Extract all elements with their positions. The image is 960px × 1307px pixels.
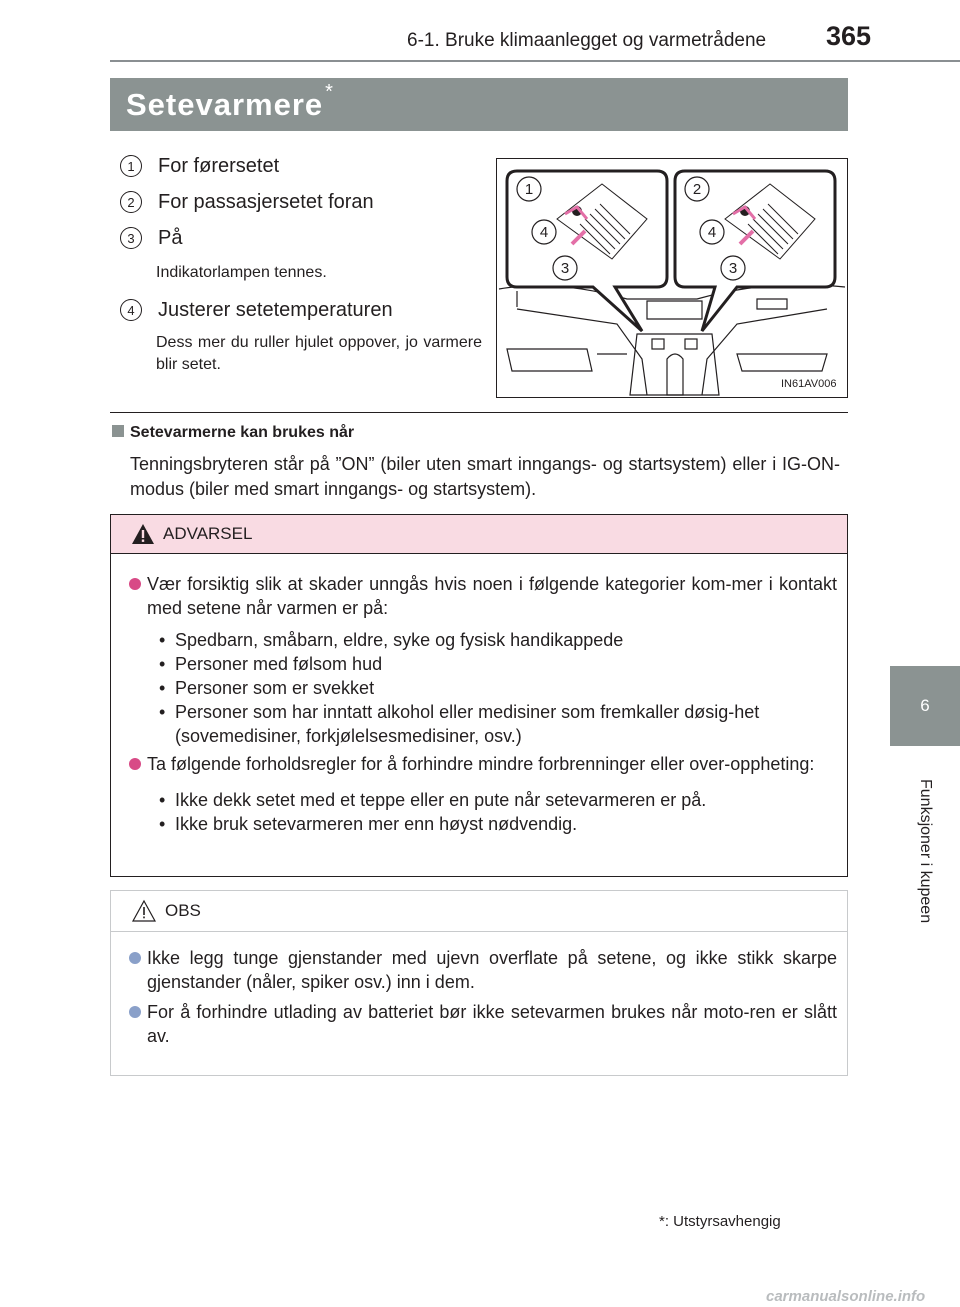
round-bullet-icon bbox=[129, 758, 141, 770]
callout-number-badge: 1 bbox=[120, 155, 142, 177]
svg-text:4: 4 bbox=[539, 224, 549, 241]
legend-label: Justerer setetemperaturen bbox=[158, 298, 393, 321]
warning-item bbox=[129, 752, 837, 776]
svg-text:1: 1 bbox=[524, 181, 534, 198]
section-divider bbox=[110, 412, 848, 413]
legend-label: På bbox=[158, 226, 183, 249]
caution-outline-triangle-icon bbox=[131, 899, 157, 923]
round-bullet-icon bbox=[129, 952, 141, 964]
warning-sublist bbox=[159, 788, 837, 836]
footnote-text: : Utstyrsavhengig bbox=[664, 1213, 781, 1230]
svg-text:2: 2 bbox=[692, 181, 702, 198]
notice-item-text: Ikke legg tunge gjenstander med ujevn overflate på setene, og ikke stikk skarpe gjenstander (nåler, spiker osv.) inn i dem. bbox=[147, 948, 837, 992]
svg-text:3: 3 bbox=[560, 260, 570, 277]
svg-text:4: 4 bbox=[707, 224, 717, 241]
sub-item-text: Ikke bruk setevarmeren mer enn høyst nødvendig. bbox=[175, 814, 578, 834]
sub-item bbox=[159, 652, 837, 676]
sub-item bbox=[159, 788, 837, 812]
legend-item bbox=[120, 184, 490, 220]
warning-triangle-icon bbox=[131, 523, 155, 545]
condition-heading bbox=[112, 424, 354, 442]
dot-bullet-icon: • bbox=[159, 630, 166, 650]
legend-label: For førersetet bbox=[158, 154, 280, 177]
sub-item-text: Spedbarn, småbarn, eldre, syke og fysisk handikappede bbox=[175, 630, 624, 650]
sub-item-text: Personer som har inntatt alkohol eller medisiner som fremkaller døsig-het (sovemedisiner, forkjølelsesmedisiner, osv.) bbox=[175, 702, 760, 746]
warning-item bbox=[129, 572, 837, 620]
sub-item bbox=[159, 700, 837, 748]
condition-heading-text: Setevarmerne kan brukes når bbox=[130, 424, 355, 441]
chapter-tab-number: 6 bbox=[920, 696, 930, 715]
equipment-asterisk-icon: * bbox=[325, 81, 333, 103]
notice-box bbox=[110, 890, 848, 1076]
legend-note: Indikatorlampen tennes. bbox=[156, 264, 327, 281]
chapter-side-label: Funksjoner i kupeen bbox=[917, 778, 934, 924]
legend-item bbox=[120, 220, 490, 256]
warning-item-text: Ta følgende forholdsregler for å forhindre mindre forbrenninger eller over-oppheting: bbox=[147, 754, 815, 774]
sub-item-text: Personer med følsom hud bbox=[175, 654, 383, 674]
round-bullet-icon bbox=[129, 578, 141, 590]
dot-bullet-icon: • bbox=[159, 814, 166, 834]
illustration-code: IN61AV006 bbox=[781, 378, 837, 390]
legend-label: For passasjersetet foran bbox=[158, 190, 374, 213]
svg-text:3: 3 bbox=[728, 260, 738, 277]
dot-bullet-icon: • bbox=[159, 678, 166, 698]
sub-item-text: Ikke dekk setet med et teppe eller en pute når setevarmeren er på. bbox=[175, 790, 707, 810]
callout-number-badge: 3 bbox=[120, 227, 142, 249]
callout-number-badge: 4 bbox=[120, 299, 142, 321]
chapter-tab bbox=[890, 666, 960, 746]
notice-item bbox=[129, 1000, 837, 1048]
warning-title: ADVARSEL bbox=[163, 524, 253, 543]
warning-header bbox=[111, 515, 847, 554]
chapter-side-label-container bbox=[890, 756, 960, 946]
dashboard-drawing bbox=[497, 159, 847, 397]
page-number: 365 bbox=[826, 21, 872, 51]
square-bullet-icon bbox=[112, 425, 124, 437]
warning-body bbox=[111, 554, 847, 836]
notice-item-text: For å forhindre utlading av batteriet bør ikke setevarmen brukes når moto-ren er slått av. bbox=[147, 1002, 837, 1046]
sub-item bbox=[159, 676, 837, 700]
notice-title: OBS bbox=[165, 901, 201, 920]
sub-item bbox=[159, 628, 837, 652]
section-title: Setevarmere bbox=[126, 86, 324, 122]
warning-sublist bbox=[159, 628, 837, 748]
footnote bbox=[659, 1213, 781, 1230]
sub-item bbox=[159, 812, 837, 836]
passenger-switch-bubble bbox=[675, 171, 835, 331]
watermark: carmanualsonline.info bbox=[766, 1288, 926, 1305]
chapter-title: 6-1. Bruke klimaanlegget og varmetrådene bbox=[407, 30, 767, 51]
legend-item bbox=[120, 148, 490, 184]
section-title-bar bbox=[110, 78, 848, 131]
warning-item-text: Vær forsiktig slik at skader unngås hvis noen i følgende kategorier kom-mer i kontakt med setene når varmen er på: bbox=[147, 574, 837, 618]
callout-legend bbox=[120, 148, 490, 376]
notice-header bbox=[111, 891, 847, 932]
dot-bullet-icon: • bbox=[159, 654, 166, 674]
footnote-asterisk-icon: * bbox=[659, 1213, 665, 1230]
notice-item bbox=[129, 946, 837, 994]
dot-bullet-icon: • bbox=[159, 702, 166, 722]
legend-note: Dess mer du ruller hjulet oppover, jo varmere blir setet. bbox=[156, 334, 482, 373]
callout-number-badge: 2 bbox=[120, 191, 142, 213]
legend-item bbox=[120, 292, 490, 328]
warning-box bbox=[110, 514, 848, 877]
notice-body bbox=[111, 932, 847, 1048]
driver-switch-bubble bbox=[507, 171, 667, 331]
dot-bullet-icon: • bbox=[159, 790, 166, 810]
sub-item-text: Personer som er svekket bbox=[175, 678, 375, 698]
condition-text: Tenningsbryteren står på ”ON” (biler uten smart inngangs- og startsystem) eller i IG-ON-modus (biler med smart inngangs- og startsystem). bbox=[130, 454, 840, 499]
round-bullet-icon bbox=[129, 1006, 141, 1018]
seat-heater-illustration bbox=[496, 158, 848, 398]
header-rule bbox=[110, 60, 960, 62]
